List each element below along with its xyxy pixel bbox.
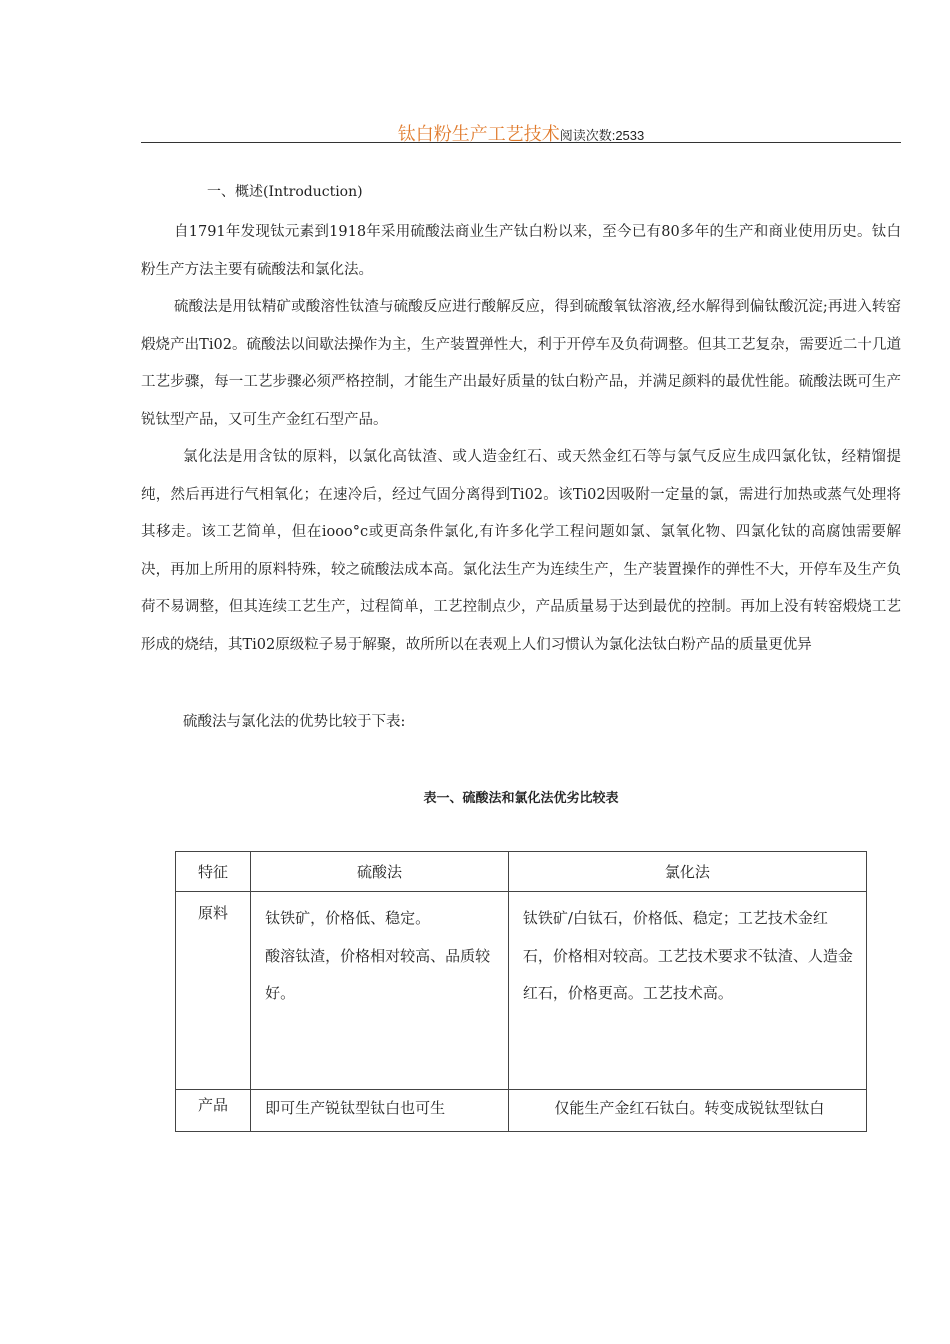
feature-product: 产品: [176, 1090, 251, 1132]
article-header: [141, 120, 901, 143]
sulfuric-raw-line: 钛铁矿，价格低、稳定。: [265, 909, 431, 927]
table-row: [176, 1090, 867, 1132]
header-chloride: 氯化法: [508, 852, 866, 892]
paragraph-sulfuric: 硫酸法是用钛精矿或酸溶性钛渣与硫酸反应进行酸解反应，得到硫酸氧钛溶液,经水解得到偏钛酸沉淀;再进入转窑煅烧产出Ti02。硫酸法以间歇法操作为主，生产装置弹性大，利于开停车及负荷调整。但其工艺复杂，需要近二十几道工艺步骤，每一工艺步骤必须严格控制，才能生产出最好质量的钛白粉产品，并满足颜料的最优性能。硫酸法既可生产锐钛型产品，又可生产金红石型产品。: [141, 299, 901, 428]
article-body: [141, 178, 901, 808]
paragraph-chloride: 氯化法是用含钛的原料，以氯化高钛渣、或人造金红石、或天然金红石等与氯气反应生成四氯化钛，经精馏提纯，然后再进行气相氧化；在速冷后，经过气固分离得到Ti02。该Ti02因吸附一定量的氯，需进行加热或蒸气处理将其移走。该工艺简单，但在iooo°c或更高条件氯化,有许多化学工程问题如氯、氯氧化物、四氯化钛的高腐蚀需要解决，再加上所用的原料特殊，较之硫酸法成本高。氯化法生产为连续生产，生产装置操作的弹性不大，开停车及生产负荷不易调整，但其连续工艺生产，过程简单，工艺控制点少，产品质量易于达到最优的控制。再加上没有转窑煅烧工艺形成的烧结，其Ti02原级粒子易于解聚，故所所以在表观上人们习惯认为氯化法钛白粉产品的质量更优异: [141, 449, 901, 653]
read-count: 阅读次数:2533: [559, 128, 645, 143]
table-header-row: [176, 852, 867, 892]
table-row: [176, 892, 867, 1090]
header-sulfuric: 硫酸法: [251, 852, 509, 892]
chloride-raw-material: 钛铁矿/白钛石，价格低、稳定；工艺技术金红石，价格相对较高。工艺技术要求不钛渣、人造金红石，价格更高。工艺技术高。: [508, 892, 866, 1090]
chloride-product: 仅能生产金红石钛白。转变成锐钛型钛白: [508, 1090, 866, 1132]
sulfuric-product: 即可生产锐钛型钛白也可生: [251, 1090, 509, 1132]
header-feature: 特征: [176, 852, 251, 892]
comparison-table: [175, 851, 867, 1132]
section-heading: 一、概述(Introduction): [207, 184, 363, 200]
article-title: 钛白粉生产工艺技术: [397, 124, 560, 145]
table-caption: 表一、硫酸法和氯化法优劣比较表: [423, 790, 619, 805]
sulfuric-raw-line: 酸溶钛渣，价格相对较高、品质较好。: [265, 946, 491, 1002]
sulfuric-raw-material: [251, 892, 509, 1090]
feature-raw-material: 原料: [176, 892, 251, 1090]
paragraph-history: 自1791年发现钛元素到1918年采用硫酸法商业生产钛白粉以来，至今已有80多年的生产和商业使用历史。钛白粉生产方法主要有硫酸法和氯化法。: [141, 224, 901, 278]
table-intro: 硫酸法与氯化法的优势比较于下表:: [183, 714, 406, 730]
